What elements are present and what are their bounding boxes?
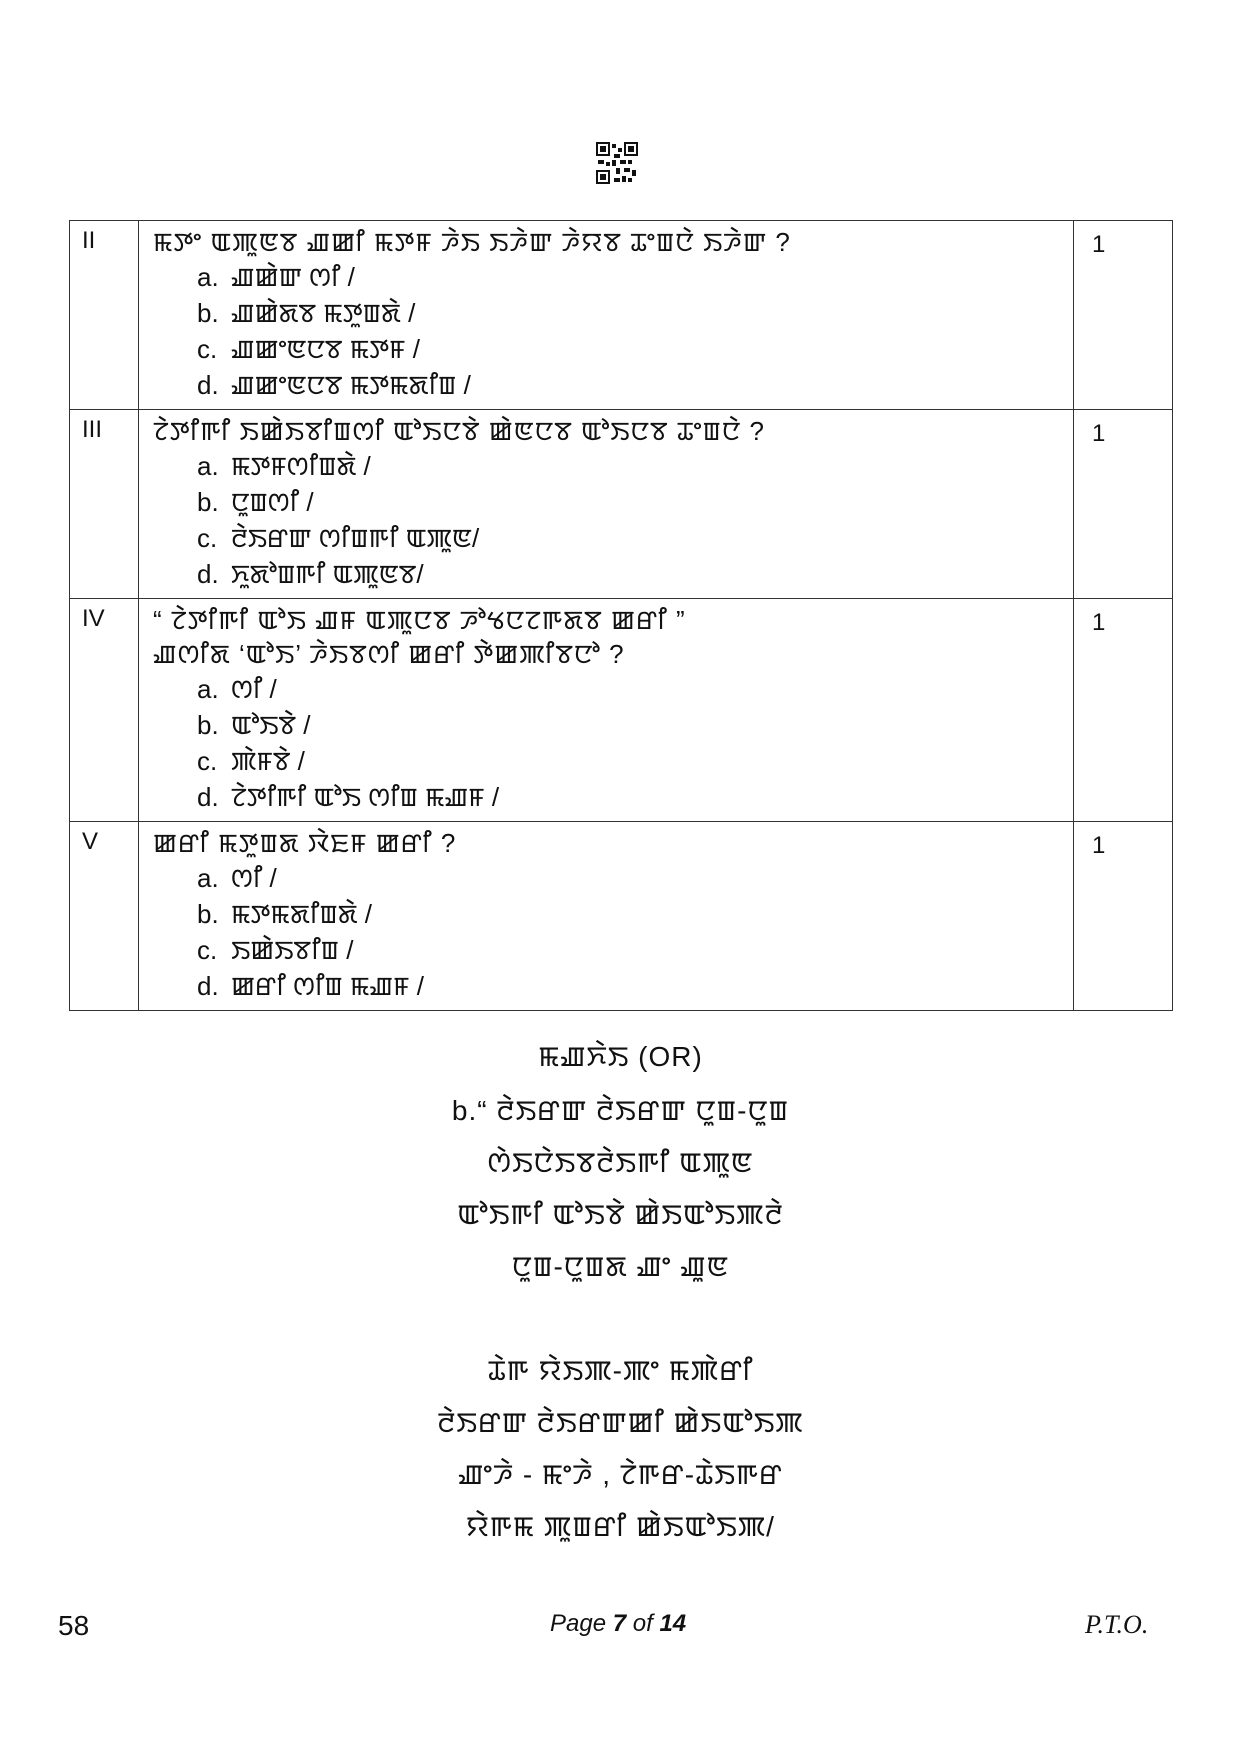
question-text-line-2: ꯉꯁꯤꯗ ‘ꯑꯣꯏ’ ꯍꯥꯏꯕꯁꯤ ꯀꯔꯤ ꯇꯥꯀꯄꯤꯕꯅꯣ ? bbox=[153, 639, 625, 669]
poem-line: ꯌꯥꯒꯃ ꯄꯨꯡꯔꯤ ꯀꯥꯏꯑꯣꯏꯄ/ bbox=[466, 1511, 775, 1542]
option-text: ꯉꯀꯦꯟꯅꯕ ꯃꯇꯝ / bbox=[231, 334, 420, 364]
question-mark: 1 bbox=[1074, 410, 1173, 599]
option bbox=[153, 860, 1073, 896]
option-label: b. bbox=[197, 710, 219, 740]
question-row bbox=[70, 599, 1173, 822]
option-text: ꯁꯤ / bbox=[231, 863, 277, 893]
option-text: ꯃꯇꯝꯁꯤꯡꯗꯥ / bbox=[231, 451, 371, 481]
question-row bbox=[70, 822, 1173, 1011]
page-of: of bbox=[626, 1610, 660, 1637]
question-number: III bbox=[70, 410, 139, 599]
page-total: 14 bbox=[659, 1610, 687, 1637]
question-body bbox=[139, 410, 1074, 599]
option-label: c. bbox=[197, 334, 218, 364]
page-current: 7 bbox=[612, 1610, 627, 1637]
option-text: ꯄꯥꯝꯕꯥ / bbox=[231, 746, 305, 776]
option-label: d. bbox=[197, 782, 219, 812]
option-label: d. bbox=[197, 370, 219, 400]
option-label: b. bbox=[197, 487, 219, 517]
option-text: ꯃꯇꯃꯗꯤꯡꯗꯥ / bbox=[231, 899, 372, 929]
option bbox=[153, 968, 1073, 1004]
question-number: IV bbox=[70, 599, 139, 822]
question-text: ꯃꯇꯦ ꯑꯄꯨꯟꯕ ꯉꯀꯤ ꯃꯇꯝ ꯍꯥꯏ ꯏꯍꯥꯛ ꯍꯥꯌꯕ ꯊꯦꯡꯅꯥ ꯏꯍꯥꯛ ? bbox=[153, 227, 791, 257]
option bbox=[153, 448, 1073, 484]
question-mark: 1 bbox=[1074, 599, 1173, 822]
option-label: a. bbox=[197, 863, 219, 893]
poem-line: ꯅꯨꯡ-ꯅꯨꯡꯗ ꯉꯦ ꯉꯨꯟ bbox=[511, 1251, 730, 1282]
question-number: V bbox=[70, 822, 139, 1011]
page-prefix: Page bbox=[550, 1610, 613, 1637]
question-text: ꯀꯔꯤ ꯃꯇꯨꯡꯗ ꯋꯥꯐꯝ ꯀꯔꯤ ? bbox=[153, 828, 457, 858]
option bbox=[153, 295, 1073, 331]
pto-label: P.T.O. bbox=[1085, 1610, 1149, 1639]
option bbox=[153, 367, 1073, 403]
option bbox=[153, 556, 1073, 592]
option bbox=[153, 932, 1073, 968]
option bbox=[153, 896, 1073, 932]
option-label: b. bbox=[197, 899, 219, 929]
paper-code: 58 bbox=[58, 1610, 90, 1641]
option-text: ꯂꯥꯏꯔꯛ ꯁꯤꯡꯒꯤ ꯑꯄꯨꯟ/ bbox=[231, 523, 480, 553]
option-label: a. bbox=[197, 262, 219, 292]
option bbox=[153, 520, 1073, 556]
poem-line: ꯊꯥꯒ ꯌꯥꯏꯄ-ꯄꯦ ꯃꯄꯥꯔꯤ bbox=[487, 1355, 754, 1386]
poem-line: ꯂꯥꯏꯔꯛ ꯂꯥꯏꯔꯛꯀꯤ ꯀꯥꯏꯑꯣꯏꯄ bbox=[437, 1407, 804, 1438]
option bbox=[153, 707, 1073, 743]
question-number: II bbox=[70, 221, 139, 410]
question-table bbox=[69, 220, 1173, 1011]
or-label: ꯃꯉꯈꯥꯏ (OR) bbox=[538, 1041, 703, 1072]
question-row bbox=[70, 410, 1173, 599]
option-text: ꯉꯀꯥꯛ ꯁꯤ / bbox=[231, 262, 355, 292]
question-body bbox=[139, 822, 1074, 1011]
question-text: “ ꯖꯥꯇꯤꯒꯤ ꯑꯣꯏ ꯉꯝ ꯑꯄꯨꯅꯕ ꯍꯣꯠꯅꯖꯒꯗꯕ ꯀꯔꯤ ” bbox=[153, 605, 686, 635]
option-text: ꯉꯀꯦꯟꯅꯕ ꯃꯇꯃꯗꯤꯡ / bbox=[231, 370, 471, 400]
option-label: d. bbox=[197, 971, 219, 1001]
page-number bbox=[550, 1610, 686, 1638]
option-label: a. bbox=[197, 674, 219, 704]
option bbox=[153, 743, 1073, 779]
option-text: ꯏꯀꯥꯏꯕꯤꯡ / bbox=[231, 935, 354, 965]
option bbox=[153, 484, 1073, 520]
option-text: ꯉꯀꯥꯗꯕ ꯃꯇꯨꯡꯗꯥ / bbox=[231, 298, 416, 328]
poem-line: b.“ ꯂꯥꯏꯔꯛ ꯂꯥꯏꯔꯛ ꯅꯨꯡ-ꯅꯨꯡ bbox=[451, 1095, 790, 1126]
option-label: c. bbox=[197, 523, 218, 553]
question-body bbox=[139, 599, 1074, 822]
option-label: c. bbox=[197, 746, 218, 776]
question-body bbox=[139, 221, 1074, 410]
option-text: ꯖꯥꯇꯤꯒꯤ ꯑꯣꯏ ꯁꯤꯡ ꯃꯉꯝ / bbox=[231, 782, 500, 812]
question-mark: 1 bbox=[1074, 221, 1173, 410]
option-label: b. bbox=[197, 298, 219, 328]
poem-line: ꯉꯦꯍꯥ - ꯃꯦꯍꯥ , ꯖꯥꯒꯔ-ꯊꯥꯏꯒꯔ bbox=[458, 1459, 783, 1490]
option-text: ꯁꯤ / bbox=[231, 674, 277, 704]
qr-code-icon bbox=[596, 142, 638, 184]
question-row bbox=[70, 221, 1173, 410]
poem-line: ꯁꯥꯏꯅꯥꯏꯕꯂꯥꯏꯒꯤ ꯑꯄꯨꯟ bbox=[487, 1147, 754, 1178]
question-mark: 1 bbox=[1074, 822, 1173, 1011]
option bbox=[153, 779, 1073, 815]
question-text: ꯖꯥꯇꯤꯒꯤ ꯏꯀꯥꯏꯕꯤꯡꯁꯤ ꯑꯣꯏꯅꯕꯥ ꯀꯥꯟꯅꯕ ꯑꯣꯏꯅꯕ ꯊꯦꯡꯅꯥ ? bbox=[153, 416, 765, 446]
option-text: ꯅꯨꯡꯁꯤ / bbox=[231, 487, 314, 517]
option-text: ꯈꯨꯗꯣꯡꯒꯤ ꯑꯄꯨꯟꯕ/ bbox=[231, 559, 424, 589]
option bbox=[153, 259, 1073, 295]
poem-line: ꯑꯣꯏꯒꯤ ꯑꯣꯏꯕꯥ ꯀꯥꯏꯑꯣꯏꯄꯂꯥ bbox=[457, 1199, 784, 1230]
option bbox=[153, 671, 1073, 707]
option bbox=[153, 331, 1073, 367]
option-label: d. bbox=[197, 559, 219, 589]
option-label: a. bbox=[197, 451, 219, 481]
option-text: ꯀꯔꯤ ꯁꯤꯡ ꯃꯉꯝ / bbox=[231, 971, 424, 1001]
option-label: c. bbox=[197, 935, 218, 965]
option-text: ꯑꯣꯏꯕꯥ / bbox=[231, 710, 311, 740]
